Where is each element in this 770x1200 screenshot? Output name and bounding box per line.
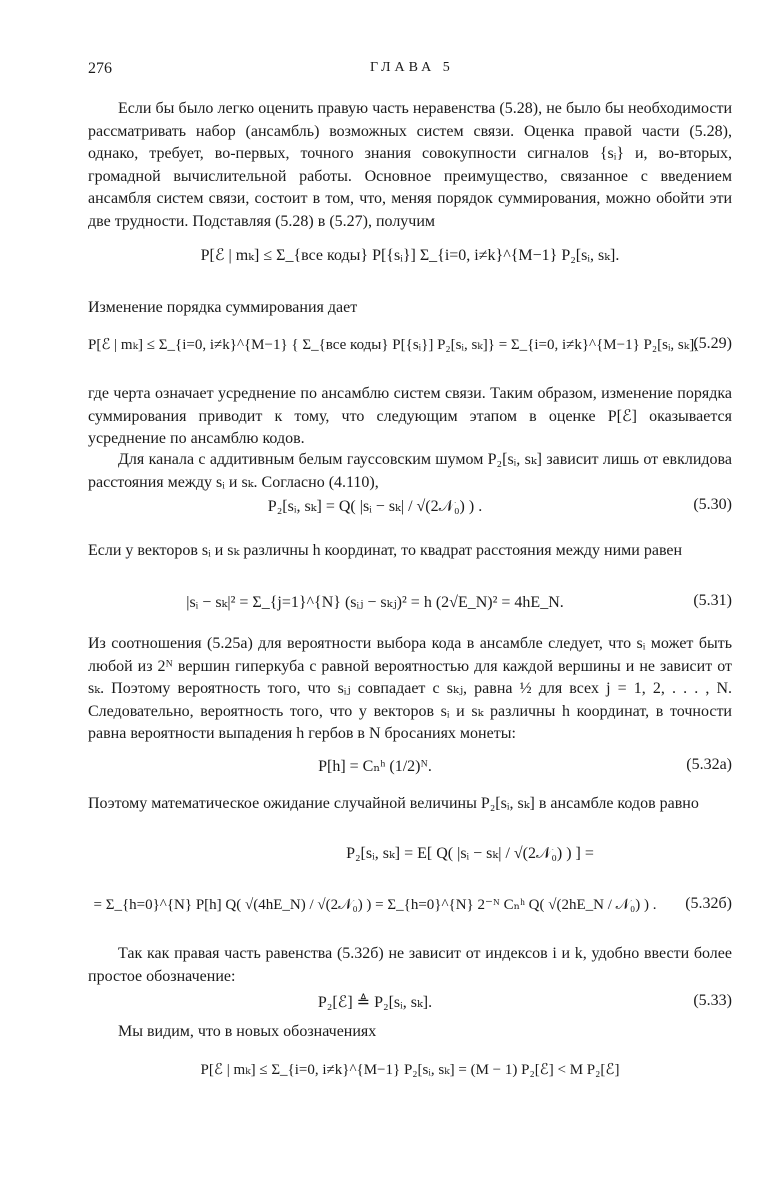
- equation-5-33-body: P₂[ℰ] ≜ P₂[sᵢ, sₖ].: [317, 994, 433, 1011]
- equation-5-32b: [88, 895, 732, 935]
- equation-5-33: [88, 992, 732, 1022]
- equation-5-32a-body: P[h] = Cₙʰ (1/2)ᴺ.: [318, 758, 432, 775]
- equation-5-29: [88, 335, 732, 379]
- equation-5-29-body: P[ℰ | mₖ] ≤ Σ_{i=0, i≠k}^{M−1} { Σ_{все коды} P[{sᵢ}] P₂[sᵢ, sₖ]} = Σ_{i=0, i≠k}^{M−1} P₂[sᵢ, sₖ],: [88, 337, 698, 353]
- paragraph-1: Если бы было легко оценить правую часть неравенства (5.28), не было бы необходимости рассматривать набор (ансамбль) возможных систем связи. Оценка правой части (5.28), однако, требует, во-первых, точного знания совокупности сигналов {sᵢ} и, во-вторых, громадной вычислительной работы. Основное преимущество, связанное с введением ансамбля систем связи, состоит в том, что, меняя порядок суммирования, можно обойти эти две трудности. Подставляя (5.28) в (5.27), получим: [88, 100, 732, 230]
- equation-5-32b-body: = Σ_{h=0}^{N} P[h] Q( √(4hE_N) / √(2𝒩₀) ) = Σ_{h=0}^{N} 2⁻ᴺ Cₙʰ Q( √(2hE_N / 𝒩₀) ) .: [93, 897, 657, 913]
- paragraph-5: Если у векторов sᵢ и sₖ различны h координат, то квадрат расстояния между ними равен: [88, 542, 683, 559]
- equation-final: [88, 1060, 732, 1100]
- paragraph-6: Из соотношения (5.25а) для вероятности выбора кода в ансамбле следует, что sᵢ может быть любой из 2ᴺ вершин гиперкуба с равной вероятностью для каждой вершины и не зависит от sₖ. Поэтому вероятность того, что sᵢⱼ совпадает с sₖⱼ, равна ½ для всех j = 1, 2, . . . , N. Следовательно, вероятность того, что у векторов sᵢ и sₖ различны h координат, в точности равна вероятности выпадения h гербов в N бросаниях монеты:: [88, 635, 732, 742]
- equation-5-32b-number: (5.32б): [685, 895, 732, 912]
- equation-5-32b-line-1-body: P₂[sᵢ, sₖ] = E[ Q( |sᵢ − sₖ| / √(2𝒩₀) ) ] =: [346, 845, 594, 862]
- equation-5-31-number: (5.31): [693, 592, 732, 609]
- equation-5-32b-line-1: [88, 843, 732, 873]
- paragraph-4: Для канала с аддитивным белым гауссовским шумом P₂[sᵢ, sₖ] зависит лишь от евклидова расстояния между sᵢ и sₖ. Согласно (4.110),: [88, 451, 732, 491]
- paragraph-7: Поэтому математическое ожидание случайной величины P₂[sᵢ, sₖ] в ансамбле кодов равно: [88, 795, 699, 812]
- equation-5-30-number: (5.30): [693, 496, 732, 513]
- equation-5-32a-number: (5.32а): [686, 756, 732, 773]
- equation-1: [88, 245, 732, 290]
- equation-5-31-body: |sᵢ − sₖ|² = Σ_{j=1}^{N} (sᵢⱼ − sₖⱼ)² = h (2√E_N)² = 4hE_N.: [186, 594, 564, 611]
- equation-1-body: P[ℰ | mₖ] ≤ Σ_{все коды} P[{sᵢ}] Σ_{i=0, i≠k}^{M−1} P₂[sᵢ, sₖ].: [200, 247, 620, 264]
- paragraph-8: Так как правая часть равенства (5.32б) не зависит от индексов i и k, удобно ввести более простое обозначение:: [88, 945, 732, 985]
- paragraph-9: Мы видим, что в новых обозначениях: [118, 1023, 377, 1040]
- paragraph-2: Изменение порядка суммирования дает: [88, 299, 358, 316]
- equation-final-body: P[ℰ | mₖ] ≤ Σ_{i=0, i≠k}^{M−1} P₂[sᵢ, sₖ] = (M − 1) P₂[ℰ] < M P₂[ℰ]: [200, 1062, 620, 1078]
- running-head: ГЛАВА 5: [370, 60, 454, 75]
- page-header: [88, 60, 732, 82]
- equation-5-33-number: (5.33): [693, 992, 732, 1009]
- equation-5-32a: [88, 756, 732, 792]
- equation-5-29-number: (5.29): [693, 335, 732, 352]
- equation-5-31: [88, 592, 732, 632]
- page-number: 276: [88, 60, 112, 77]
- paragraph-3: где черта означает усреднение по ансамблю систем связи. Таким образом, изменение порядка суммирования приводит к тому, что следующим этапом в оценке P[ℰ] оказывается усреднение по ансамблю кодов.: [88, 385, 732, 447]
- equation-5-30-body: P₂[sᵢ, sₖ] = Q( |sᵢ − sₖ| / √(2𝒩₀) ) .: [267, 498, 483, 515]
- equation-5-30: [88, 496, 732, 536]
